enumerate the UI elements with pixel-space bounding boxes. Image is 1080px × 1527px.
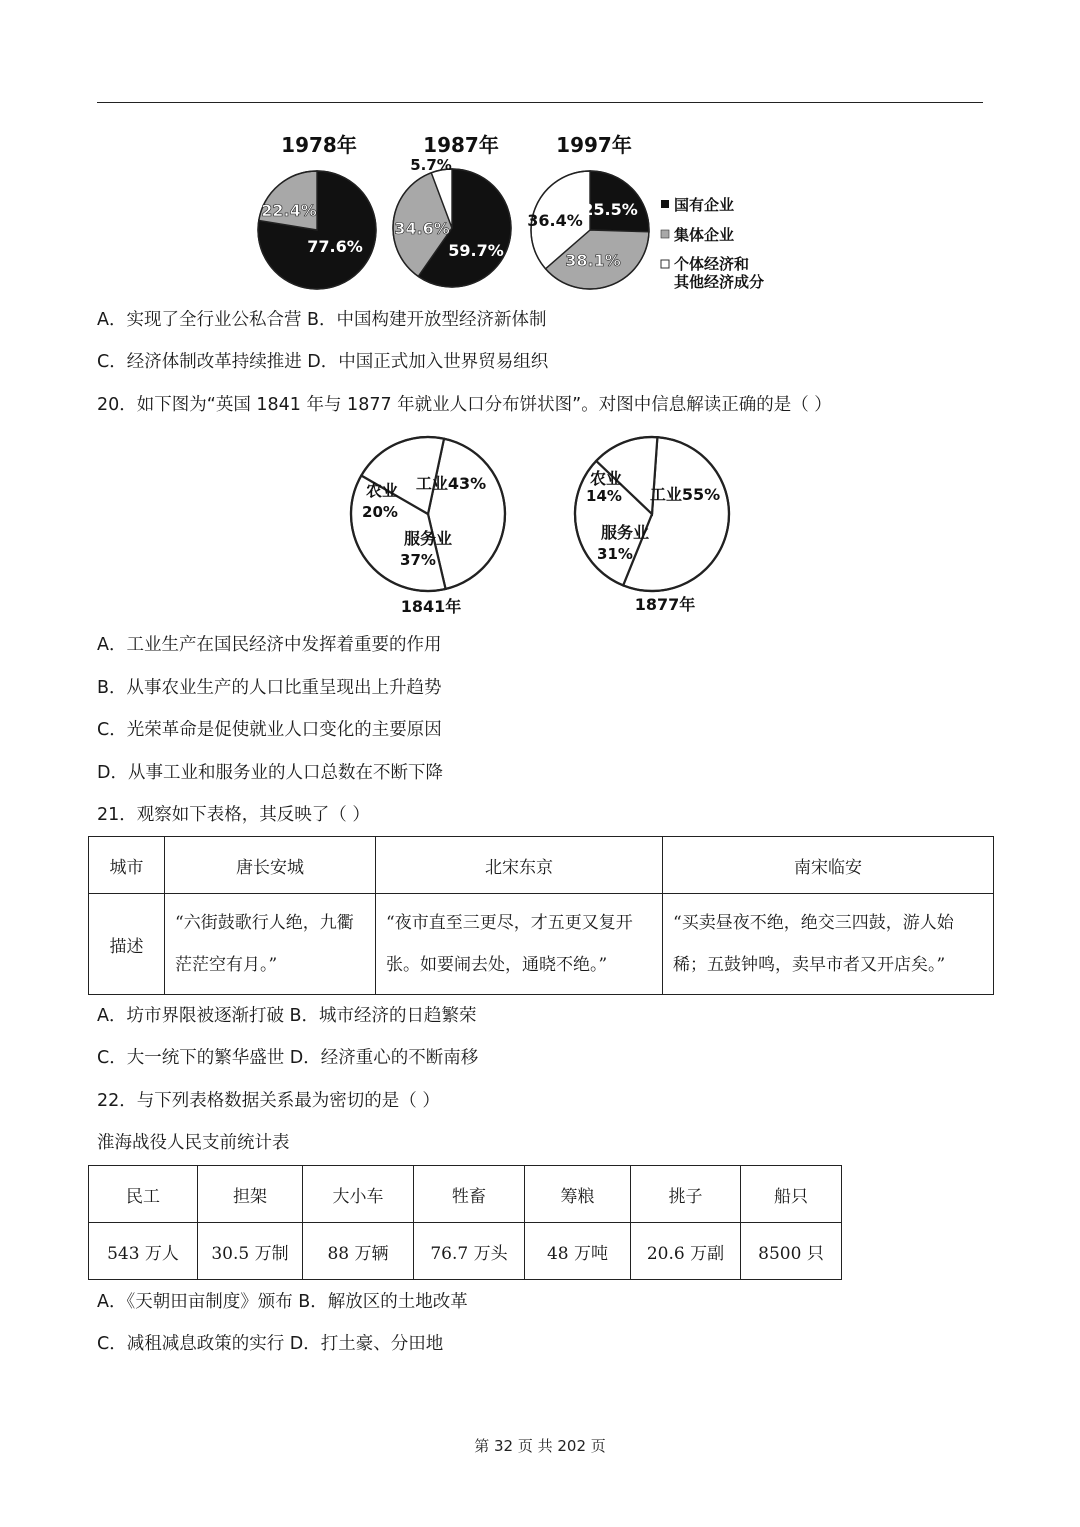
pie-1877-label-service-pct: 31%	[597, 545, 633, 563]
pie-1877	[575, 437, 729, 591]
q22-value-laborers: 543 万人	[89, 1223, 198, 1280]
pie-1997-label-private: 36.4%	[527, 211, 583, 230]
q22-value-livestock: 76.7 万头	[414, 1223, 525, 1280]
q22-header-laborers: 民工	[89, 1166, 198, 1223]
pie-1997-label-state: 25.5%	[582, 200, 638, 219]
q22-value-boats: 8500 只	[741, 1223, 842, 1280]
pie-1997-title: 1997年	[556, 133, 632, 157]
q22-stem: 22．与下列表格数据关系最为密切的是（ ）	[97, 1091, 440, 1111]
q21-row-label: 描述	[89, 894, 165, 995]
pie-1987-label-private: 5.7%	[410, 156, 452, 174]
q22-table	[88, 1165, 842, 1280]
legend-state: 国有企业	[674, 196, 735, 214]
legend	[661, 196, 764, 291]
legend-swatch-private	[661, 260, 669, 268]
q20-option-d: D．从事工业和服务业的人口总数在不断下降	[97, 763, 443, 783]
q20-stem: 20．如下图为“英国 1841 年与 1877 年就业人口分布饼状图”。对图中信息解读正确的是（ ）	[97, 395, 832, 415]
q21-cell-linan: “买卖昼夜不绝，绝交三四鼓，游人始稀；五鼓钟鸣，卖早市者又开店矣。”	[663, 894, 994, 995]
q20-option-a: A．工业生产在国民经济中发挥着重要的作用	[97, 635, 442, 655]
q22-header-livestock: 牲畜	[414, 1166, 525, 1223]
q21-header-dongjing: 北宋东京	[376, 837, 663, 894]
q21-stem: 21．观察如下表格，其反映了（ ）	[97, 805, 370, 825]
header-rule	[97, 102, 983, 103]
q21-cell-dongjing: “夜市直至三更尽，才五更又复开张。如要闹去处，通晓不绝。”	[376, 894, 663, 995]
q22-header-boats: 船只	[741, 1166, 842, 1223]
q22-value-grain: 48 万吨	[525, 1223, 631, 1280]
q21-header-city: 城市	[89, 837, 165, 894]
q22-header-grain: 筹粮	[525, 1166, 631, 1223]
q20-option-b: B．从事农业生产的人口比重呈现出上升趋势	[97, 678, 442, 698]
legend-collective: 集体企业	[674, 226, 735, 244]
q22-header-carts: 大小车	[303, 1166, 414, 1223]
q22-header-poles: 挑子	[631, 1166, 741, 1223]
q22-header-stretchers: 担架	[198, 1166, 303, 1223]
q22-value-stretchers: 30.5 万制	[198, 1223, 303, 1280]
q22-value-poles: 20.6 万副	[631, 1223, 741, 1280]
pie-1877-label-agri: 农业	[589, 469, 623, 488]
pie-1987-title: 1987年	[423, 133, 499, 157]
q21-options-line2: C．大一统下的繁华盛世 D．经济重心的不断南移	[97, 1048, 479, 1068]
legend-private-line1: 个体经济和	[674, 255, 750, 273]
ownership-pie-charts	[240, 126, 800, 298]
q22-table-title: 淮海战役人民支前统计表	[97, 1133, 290, 1153]
pie-1987-label-state: 59.7%	[448, 241, 504, 260]
q22-options-line1: A．《天朝田亩制度》颁布 B．解放区的土地改革	[97, 1292, 468, 1312]
pie-1877-title: 1877年	[634, 595, 696, 614]
pie-1978-label-state: 77.6%	[307, 237, 363, 256]
q19-options-line1: A．实现了全行业公私合营 B．中国构建开放型经济新体制	[97, 310, 547, 330]
q19-options-line2: C．经济体制改革持续推进 D．中国正式加入世界贸易组织	[97, 352, 549, 372]
pie-1978-label-collective: 22.4%	[261, 201, 317, 220]
pie-1841-label-service-pct: 37%	[400, 551, 436, 569]
pie-1978-title: 1978年	[281, 133, 357, 157]
q20-option-c: C．光荣革命是促使就业人口变化的主要原因	[97, 720, 442, 740]
pie-1877-label-industry: 工业55%	[649, 485, 721, 504]
pie-1841-label-agri-pct: 20%	[362, 503, 398, 521]
legend-swatch-state	[661, 200, 669, 208]
pie-1841-label-industry: 工业43%	[415, 474, 487, 493]
q21-table	[88, 836, 994, 995]
pie-1987-label-collective: 34.6%	[394, 219, 450, 238]
page-footer: 第 32 页 共 202 页	[474, 1437, 606, 1455]
pie-1978	[258, 171, 376, 289]
q21-header-linan: 南宋临安	[663, 837, 994, 894]
q22-options-line2: C．减租减息政策的实行 D．打土豪、分田地	[97, 1334, 444, 1354]
legend-private-line2: 其他经济成分	[674, 273, 765, 291]
q22-value-carts: 88 万辆	[303, 1223, 414, 1280]
pie-1841-title: 1841年	[400, 597, 462, 616]
pie-1997-label-collective: 38.1%	[565, 251, 621, 270]
q21-header-changan: 唐长安城	[165, 837, 376, 894]
q21-options-line1: A．坊市界限被逐渐打破 B．城市经济的日趋繁荣	[97, 1006, 477, 1026]
employment-pie-charts	[340, 430, 740, 620]
legend-swatch-collective	[661, 230, 669, 238]
pie-1841-label-service: 服务业	[403, 529, 453, 548]
pie-1997	[531, 171, 649, 289]
pie-1877-label-agri-pct: 14%	[586, 487, 622, 505]
q21-cell-changan: “六街鼓歌行人绝，九衢茫茫空有月。”	[165, 894, 376, 995]
pie-1841-label-agri: 农业	[365, 481, 399, 500]
pie-1877-label-service: 服务业	[600, 523, 650, 542]
